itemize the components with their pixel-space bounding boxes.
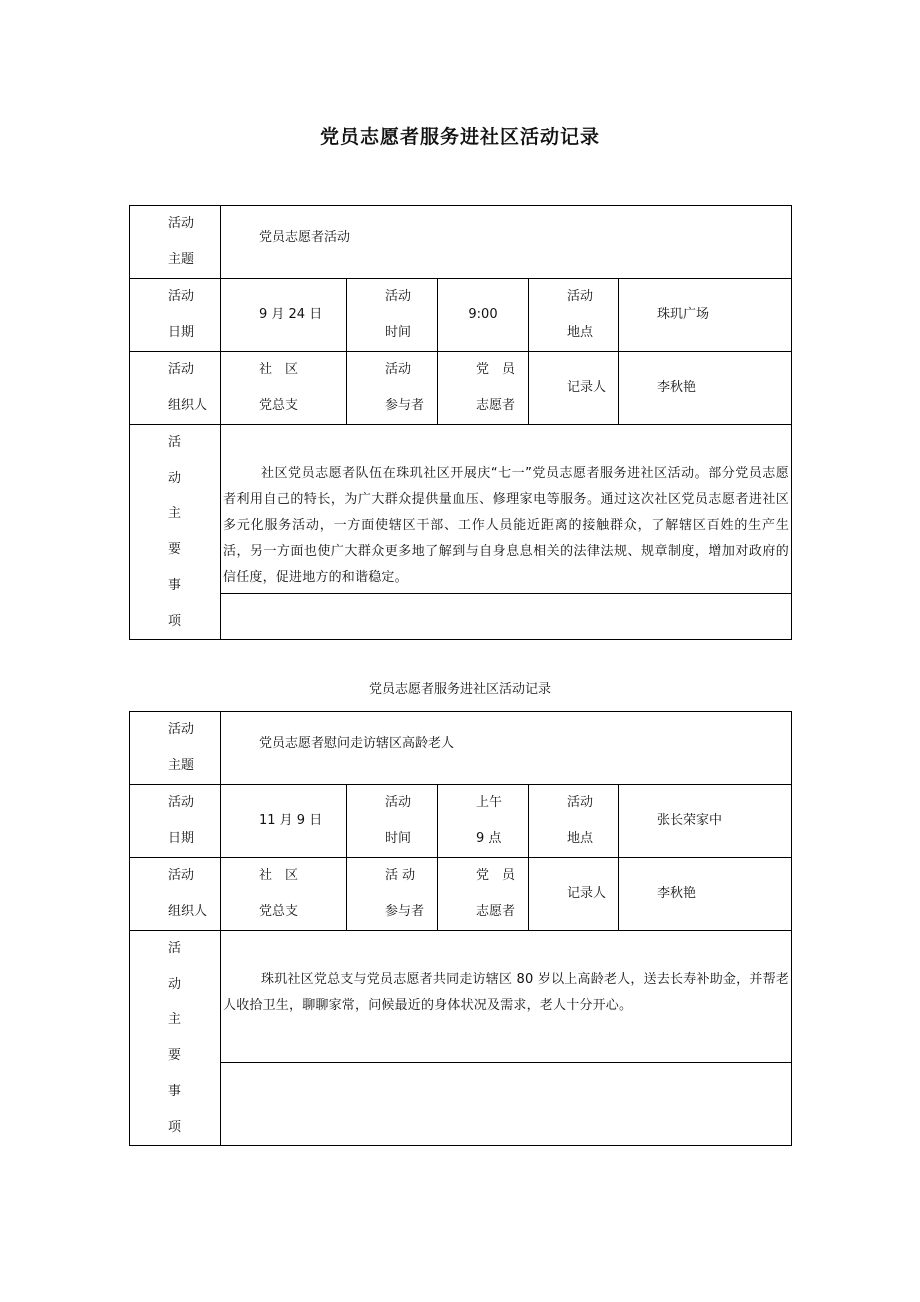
recorder-label: 记录人 — [529, 352, 619, 425]
participants-label: 活动 参与者 — [347, 352, 438, 425]
main-items-content: 社区党员志愿者队伍在珠玑社区开展庆“七一”党员志愿者服务进社区活动。部分党员志愿者利用自己的特长，为广大群众提供量血压、修理家电等服务。通过这次社区党员志愿者进社区多元化服务活动，一方面使辖区干部、工作人员能近距离的接触群众，了解辖区百姓的生产生活，另一方面也使广大群众更多地了解到与自身息息相关的法律法规、规章制度，增加对政府的信任度，促进地方的和谐稳定。 — [221, 425, 792, 594]
theme-value: 党员志愿者慰问走访辖区高龄老人 — [221, 712, 792, 785]
date-value: 9 月 24 日 — [221, 279, 347, 352]
main-items-blank-row — [130, 594, 792, 640]
time-label: 活动 时间 — [347, 279, 438, 352]
organizer-row — [130, 858, 792, 931]
participants-value: 党 员 志愿者 — [438, 352, 529, 425]
theme-row — [130, 206, 792, 279]
organizer-row — [130, 352, 792, 425]
organizer-value: 社 区 党总支 — [221, 352, 347, 425]
place-value: 张长荣家中 — [619, 785, 792, 858]
participants-value: 党 员 志愿者 — [438, 858, 529, 931]
theme-row — [130, 712, 792, 785]
activity-record-table-1 — [129, 205, 792, 640]
date-label: 活动 日期 — [130, 279, 221, 352]
main-items-row — [130, 931, 792, 1063]
organizer-label: 活动 组织人 — [130, 858, 221, 931]
main-items-content: 珠玑社区党总支与党员志愿者共同走访辖区 80 岁以上高龄老人，送去长寿补助金，并帮老人收拾卫生，聊聊家常，问候最近的身体状况及需求，老人十分开心。 — [221, 931, 792, 1063]
time-label: 活动 时间 — [347, 785, 438, 858]
theme-label: 活动 主题 — [130, 712, 221, 785]
recorder-value: 李秋艳 — [619, 858, 792, 931]
organizer-value: 社 区 党总支 — [221, 858, 347, 931]
activity-record-table-2 — [129, 711, 792, 1146]
theme-label: 活动 主题 — [130, 206, 221, 279]
main-items-label: 活 动 主 要 事 项 — [130, 931, 221, 1146]
recorder-label: 记录人 — [529, 858, 619, 931]
time-value: 9:00 — [438, 279, 529, 352]
place-label: 活动 地点 — [529, 785, 619, 858]
date-time-place-row — [130, 785, 792, 858]
date-label: 活动 日期 — [130, 785, 221, 858]
place-label: 活动 地点 — [529, 279, 619, 352]
time-value: 上午 9 点 — [438, 785, 529, 858]
place-value: 珠玑广场 — [619, 279, 792, 352]
date-time-place-row — [130, 279, 792, 352]
main-items-blank-row — [130, 1063, 792, 1146]
recorder-value: 李秋艳 — [619, 352, 792, 425]
record-2-title: 党员志愿者服务进社区活动记录 — [368, 682, 551, 697]
date-value: 11 月 9 日 — [221, 785, 347, 858]
main-items-row — [130, 425, 792, 594]
participants-label: 活 动 参与者 — [347, 858, 438, 931]
main-items-blank — [221, 1063, 792, 1146]
document-title: 党员志愿者服务进社区活动记录 — [319, 126, 600, 148]
theme-value: 党员志愿者活动 — [221, 206, 792, 279]
main-items-blank — [221, 594, 792, 640]
organizer-label: 活动 组织人 — [130, 352, 221, 425]
main-items-label: 活 动 主 要 事 项 — [130, 425, 221, 640]
